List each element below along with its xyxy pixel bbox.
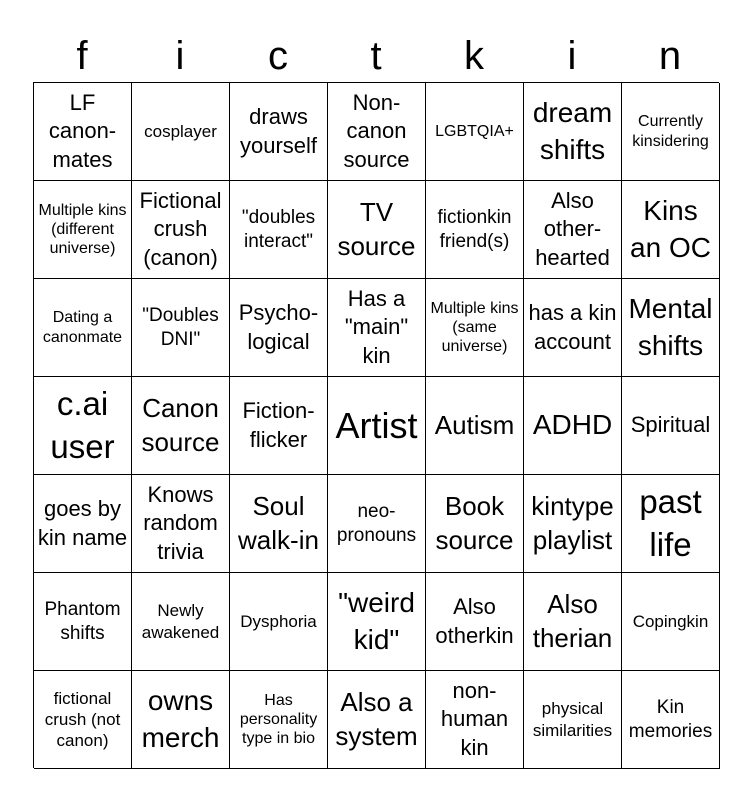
bingo-cell[interactable]: Fiction-flicker	[230, 377, 328, 475]
bingo-cell[interactable]: non-human kin	[426, 671, 524, 769]
bingo-cell[interactable]: Has personality type in bio	[230, 671, 328, 769]
bingo-cell[interactable]: owns merch	[132, 671, 230, 769]
bingo-cell[interactable]: TV source	[328, 181, 426, 279]
bingo-cell[interactable]: Kin memories	[622, 671, 720, 769]
bingo-cell[interactable]: Canon source	[132, 377, 230, 475]
bingo-cell[interactable]: Book source	[426, 475, 524, 573]
bingo-cell[interactable]: neo-pronouns	[328, 475, 426, 573]
header-letter: n	[658, 34, 682, 78]
header-letter: f	[76, 34, 88, 78]
bingo-cell[interactable]: Also a system	[328, 671, 426, 769]
bingo-cell[interactable]: ADHD	[524, 377, 622, 475]
bingo-cell[interactable]: Also therian	[524, 573, 622, 671]
bingo-cell[interactable]: past life	[622, 475, 720, 573]
header-letter: t	[370, 34, 382, 78]
bingo-cell[interactable]: Multiple kins (same universe)	[426, 279, 524, 377]
bingo-cell[interactable]: Fictional crush (canon)	[132, 181, 230, 279]
header-letter: c	[268, 34, 288, 78]
bingo-cell[interactable]: dream shifts	[524, 83, 622, 181]
bingo-cell[interactable]: LF canon-mates	[34, 83, 132, 181]
bingo-cell[interactable]: fictional crush (not canon)	[34, 671, 132, 769]
bingo-cell[interactable]: "Doubles DNI"	[132, 279, 230, 377]
bingo-cell[interactable]: Non-canon source	[328, 83, 426, 181]
bingo-cell[interactable]: physical similarities	[524, 671, 622, 769]
bingo-cell[interactable]: Spiritual	[622, 377, 720, 475]
header-letter: i	[175, 34, 185, 78]
bingo-cell[interactable]: Also other-hearted	[524, 181, 622, 279]
bingo-grid	[33, 82, 719, 768]
bingo-cell[interactable]: Autism	[426, 377, 524, 475]
bingo-cell[interactable]: cosplayer	[132, 83, 230, 181]
bingo-cell[interactable]: c.ai user	[34, 377, 132, 475]
bingo-header	[33, 30, 719, 82]
bingo-cell[interactable]: Kins an OC	[622, 181, 720, 279]
bingo-cell[interactable]: "doubles interact"	[230, 181, 328, 279]
bingo-cell[interactable]: Multiple kins (different universe)	[34, 181, 132, 279]
bingo-cell[interactable]: Artist	[328, 377, 426, 475]
bingo-cell[interactable]: goes by kin name	[34, 475, 132, 573]
bingo-cell[interactable]: Also otherkin	[426, 573, 524, 671]
bingo-cell[interactable]: fictionkin friend(s)	[426, 181, 524, 279]
bingo-cell[interactable]: Copingkin	[622, 573, 720, 671]
bingo-cell[interactable]: Dysphoria	[230, 573, 328, 671]
bingo-cell[interactable]: has a kin account	[524, 279, 622, 377]
bingo-cell[interactable]: kintype playlist	[524, 475, 622, 573]
bingo-cell[interactable]: LGBTQIA+	[426, 83, 524, 181]
bingo-cell[interactable]: Mental shifts	[622, 279, 720, 377]
bingo-cell[interactable]: Knows random trivia	[132, 475, 230, 573]
bingo-cell[interactable]: Has a "main" kin	[328, 279, 426, 377]
bingo-cell[interactable]: Psycho-logical	[230, 279, 328, 377]
bingo-cell[interactable]: Dating a canonmate	[34, 279, 132, 377]
bingo-cell[interactable]: Newly awakened	[132, 573, 230, 671]
header-letter: k	[464, 34, 484, 78]
header-letter: i	[567, 34, 577, 78]
bingo-cell[interactable]: Phantom shifts	[34, 573, 132, 671]
bingo-cell[interactable]: draws yourself	[230, 83, 328, 181]
bingo-cell[interactable]: Soul walk-in	[230, 475, 328, 573]
bingo-cell[interactable]: Currently kinsidering	[622, 83, 720, 181]
bingo-cell[interactable]: "weird kid"	[328, 573, 426, 671]
